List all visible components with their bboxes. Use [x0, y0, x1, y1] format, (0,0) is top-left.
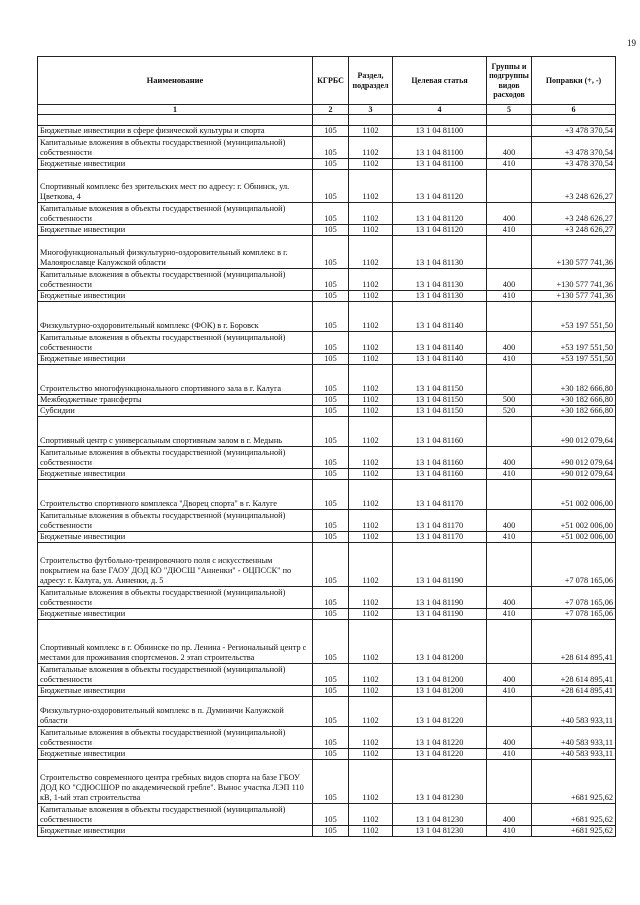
header-article: Целевая статья: [393, 57, 487, 105]
row-name-cell: Капитальные вложения в объекты государственной (муниципальной) собственности: [38, 664, 313, 686]
column-number: 1: [38, 105, 313, 115]
column-number: 6: [532, 105, 616, 115]
row-razdel-cell: 1102: [349, 447, 393, 469]
table-row: [38, 365, 616, 395]
row-name-cell: Бюджетные инвестиции: [38, 749, 313, 760]
row-article-cell: 13 1 04 81140: [393, 354, 487, 365]
table-row: [38, 664, 616, 686]
row-group-cell: 410: [487, 686, 532, 697]
row-razdel-cell: 1102: [349, 269, 393, 291]
row-razdel-cell: 1102: [349, 395, 393, 406]
row-article-cell: 13 1 04 81140: [393, 302, 487, 332]
row-group-cell: 400: [487, 727, 532, 749]
row-amount-cell: +90 012 079,64: [532, 417, 616, 447]
row-razdel-cell: 1102: [349, 587, 393, 609]
row-amount-cell: +681 925,62: [532, 804, 616, 826]
row-kgrbs-cell: 105: [313, 354, 349, 365]
row-article-cell: 13 1 04 81100: [393, 126, 487, 137]
row-amount-cell: +3 248 626,27: [532, 203, 616, 225]
row-amount-cell: +53 197 551,50: [532, 354, 616, 365]
row-kgrbs-cell: 105: [313, 543, 349, 587]
table-row: [38, 291, 616, 302]
row-group-cell: [487, 480, 532, 510]
table-row: [38, 686, 616, 697]
row-kgrbs-cell: 105: [313, 417, 349, 447]
row-razdel-cell: 1102: [349, 804, 393, 826]
row-razdel-cell: 1102: [349, 236, 393, 269]
row-group-cell: 410: [487, 532, 532, 543]
row-group-cell: 400: [487, 447, 532, 469]
row-group-cell: 400: [487, 587, 532, 609]
row-amount-cell: +7 078 165,06: [532, 587, 616, 609]
table-row: [38, 804, 616, 826]
row-name-cell: Бюджетные инвестиции: [38, 532, 313, 543]
header-razdel: Раздел, подраздел: [349, 57, 393, 105]
row-name-cell: Бюджетные инвестиции: [38, 159, 313, 170]
row-group-cell: 400: [487, 664, 532, 686]
row-article-cell: 13 1 04 81190: [393, 543, 487, 587]
row-name-cell: Бюджетные инвестиции: [38, 609, 313, 620]
column-number: 3: [349, 105, 393, 115]
row-amount-cell: +3 478 370,54: [532, 137, 616, 159]
table-row: [38, 236, 616, 269]
row-razdel-cell: 1102: [349, 469, 393, 480]
header-kgrbs: КГРБС: [313, 57, 349, 105]
header-name: Наименование: [38, 57, 313, 105]
row-group-cell: 410: [487, 826, 532, 837]
row-name-cell: Строительство многофункционального спортивного зала в г. Калуга: [38, 365, 313, 395]
row-amount-cell: +40 583 933,11: [532, 697, 616, 727]
row-kgrbs-cell: 105: [313, 826, 349, 837]
row-name-cell: Капитальные вложения в объекты государственной (муниципальной) собственности: [38, 587, 313, 609]
row-kgrbs-cell: 105: [313, 727, 349, 749]
table-row: [38, 203, 616, 225]
table-row: [38, 469, 616, 480]
row-razdel-cell: 1102: [349, 126, 393, 137]
row-group-cell: 410: [487, 749, 532, 760]
row-article-cell: 13 1 04 81150: [393, 406, 487, 417]
row-razdel-cell: 1102: [349, 697, 393, 727]
row-article-cell: 13 1 04 81100: [393, 159, 487, 170]
row-amount-cell: +3 248 626,27: [532, 170, 616, 203]
row-group-cell: 400: [487, 137, 532, 159]
row-article-cell: 13 1 04 81220: [393, 697, 487, 727]
column-number-row: [38, 105, 616, 115]
row-amount-cell: +681 925,62: [532, 826, 616, 837]
row-group-cell: [487, 170, 532, 203]
row-razdel-cell: 1102: [349, 664, 393, 686]
table-row: [38, 620, 616, 664]
row-group-cell: [487, 236, 532, 269]
row-article-cell: 13 1 04 81160: [393, 447, 487, 469]
row-article-cell: 13 1 04 81230: [393, 826, 487, 837]
table-row: [38, 510, 616, 532]
table-row: [38, 532, 616, 543]
spacer-row: [38, 115, 616, 126]
row-razdel-cell: 1102: [349, 760, 393, 804]
row-razdel-cell: 1102: [349, 510, 393, 532]
row-kgrbs-cell: 105: [313, 587, 349, 609]
row-kgrbs-cell: 105: [313, 203, 349, 225]
row-amount-cell: +53 197 551,50: [532, 302, 616, 332]
row-name-cell: Капитальные вложения в объекты государственной (муниципальной) собственности: [38, 510, 313, 532]
table-row: [38, 609, 616, 620]
row-article-cell: 13 1 04 81170: [393, 510, 487, 532]
table-row: [38, 159, 616, 170]
row-kgrbs-cell: 105: [313, 804, 349, 826]
row-razdel-cell: 1102: [349, 302, 393, 332]
row-kgrbs-cell: 105: [313, 749, 349, 760]
row-name-cell: Бюджетные инвестиции: [38, 469, 313, 480]
row-kgrbs-cell: 105: [313, 159, 349, 170]
row-name-cell: Многофункциональный физкультурно-оздоровительный комплекс в г. Малоярославце Калужской области: [38, 236, 313, 269]
row-article-cell: 13 1 04 81140: [393, 332, 487, 354]
table-row: [38, 826, 616, 837]
row-amount-cell: +51 002 006,00: [532, 532, 616, 543]
row-article-cell: 13 1 04 81200: [393, 686, 487, 697]
row-razdel-cell: 1102: [349, 365, 393, 395]
table-row: [38, 760, 616, 804]
row-kgrbs-cell: 105: [313, 291, 349, 302]
row-article-cell: 13 1 04 81220: [393, 727, 487, 749]
row-name-cell: Строительство футбольно-тренировочного поля с искусственным покрытием на базе ГАОУ ДОД КО "ДЮСШ "Анненки" - ОЦПССК" по адресу: г. Калуга, ул. Анненки, д. 5: [38, 543, 313, 587]
table-row: [38, 543, 616, 587]
table-row: [38, 170, 616, 203]
row-kgrbs-cell: 105: [313, 365, 349, 395]
row-amount-cell: +3 478 370,54: [532, 159, 616, 170]
row-kgrbs-cell: 105: [313, 664, 349, 686]
row-kgrbs-cell: 105: [313, 469, 349, 480]
row-article-cell: 13 1 04 81170: [393, 532, 487, 543]
row-name-cell: Капитальные вложения в объекты государственной (муниципальной) собственности: [38, 727, 313, 749]
row-name-cell: Физкультурно-оздоровительный комплекс в п. Думиничи Калужской области: [38, 697, 313, 727]
row-article-cell: 13 1 04 81120: [393, 170, 487, 203]
row-name-cell: Строительство спортивного комплекса "Дворец спорта" в г. Калуге: [38, 480, 313, 510]
row-kgrbs-cell: 105: [313, 126, 349, 137]
row-article-cell: 13 1 04 81160: [393, 417, 487, 447]
row-razdel-cell: 1102: [349, 203, 393, 225]
row-name-cell: Бюджетные инвестиции: [38, 826, 313, 837]
row-name-cell: Капитальные вложения в объекты государственной (муниципальной) собственности: [38, 137, 313, 159]
row-group-cell: 410: [487, 225, 532, 236]
row-razdel-cell: 1102: [349, 159, 393, 170]
row-kgrbs-cell: 105: [313, 395, 349, 406]
row-article-cell: 13 1 04 81220: [393, 749, 487, 760]
row-group-cell: 410: [487, 291, 532, 302]
row-razdel-cell: 1102: [349, 332, 393, 354]
row-name-cell: Капитальные вложения в объекты государственной (муниципальной) собственности: [38, 269, 313, 291]
row-name-cell: Межбюджетные трансферты: [38, 395, 313, 406]
row-amount-cell: +28 614 895,41: [532, 620, 616, 664]
row-amount-cell: +51 002 006,00: [532, 480, 616, 510]
row-amount-cell: +30 182 666,80: [532, 406, 616, 417]
row-article-cell: 13 1 04 81200: [393, 620, 487, 664]
row-name-cell: Спортивный комплекс без зрительских мест по адресу: г. Обнинск, ул. Цветкова, 4: [38, 170, 313, 203]
row-name-cell: Бюджетные инвестиции: [38, 686, 313, 697]
row-amount-cell: +30 182 666,80: [532, 365, 616, 395]
table-row: [38, 137, 616, 159]
column-number: 5: [487, 105, 532, 115]
row-group-cell: [487, 760, 532, 804]
row-kgrbs-cell: 105: [313, 480, 349, 510]
row-article-cell: 13 1 04 81230: [393, 804, 487, 826]
table-row: [38, 417, 616, 447]
table-row: [38, 269, 616, 291]
row-name-cell: Капитальные вложения в объекты государственной (муниципальной) собственности: [38, 332, 313, 354]
header-group: Группы и подгруппы видов расходов: [487, 57, 532, 105]
row-name-cell: Физкультурно-оздоровительный комплекс (ФОК) в г. Боровск: [38, 302, 313, 332]
row-amount-cell: +90 012 079,64: [532, 447, 616, 469]
row-kgrbs-cell: 105: [313, 510, 349, 532]
row-kgrbs-cell: 105: [313, 686, 349, 697]
row-group-cell: [487, 417, 532, 447]
table-row: [38, 225, 616, 236]
row-article-cell: 13 1 04 81130: [393, 269, 487, 291]
row-amount-cell: +130 577 741,36: [532, 236, 616, 269]
row-razdel-cell: 1102: [349, 137, 393, 159]
row-kgrbs-cell: 105: [313, 269, 349, 291]
row-razdel-cell: 1102: [349, 354, 393, 365]
row-kgrbs-cell: 105: [313, 447, 349, 469]
row-article-cell: 13 1 04 81120: [393, 203, 487, 225]
row-group-cell: 500: [487, 395, 532, 406]
row-amount-cell: +7 078 165,06: [532, 543, 616, 587]
row-kgrbs-cell: 105: [313, 236, 349, 269]
row-razdel-cell: 1102: [349, 686, 393, 697]
row-article-cell: 13 1 04 81190: [393, 587, 487, 609]
row-article-cell: 13 1 04 81170: [393, 480, 487, 510]
column-number: 4: [393, 105, 487, 115]
row-name-cell: Бюджетные инвестиции в сфере физической культуры и спорта: [38, 126, 313, 137]
row-group-cell: 400: [487, 269, 532, 291]
row-group-cell: 520: [487, 406, 532, 417]
row-razdel-cell: 1102: [349, 225, 393, 236]
row-razdel-cell: 1102: [349, 727, 393, 749]
table-row: [38, 697, 616, 727]
table-row: [38, 395, 616, 406]
table-body: [38, 126, 616, 837]
row-group-cell: 400: [487, 332, 532, 354]
row-article-cell: 13 1 04 81130: [393, 291, 487, 302]
row-razdel-cell: 1102: [349, 620, 393, 664]
row-name-cell: Капитальные вложения в объекты государственной (муниципальной) собственности: [38, 804, 313, 826]
row-razdel-cell: 1102: [349, 291, 393, 302]
row-amount-cell: +30 182 666,80: [532, 395, 616, 406]
table-row: [38, 332, 616, 354]
row-amount-cell: +3 248 626,27: [532, 225, 616, 236]
row-article-cell: 13 1 04 81160: [393, 469, 487, 480]
table-row: [38, 447, 616, 469]
row-kgrbs-cell: 105: [313, 532, 349, 543]
row-group-cell: [487, 543, 532, 587]
row-kgrbs-cell: 105: [313, 332, 349, 354]
row-razdel-cell: 1102: [349, 406, 393, 417]
row-article-cell: 13 1 04 81120: [393, 225, 487, 236]
row-amount-cell: +7 078 165,06: [532, 609, 616, 620]
row-kgrbs-cell: 105: [313, 137, 349, 159]
table-row: [38, 727, 616, 749]
row-article-cell: 13 1 04 81200: [393, 664, 487, 686]
row-name-cell: Капитальные вложения в объекты государственной (муниципальной) собственности: [38, 203, 313, 225]
row-razdel-cell: 1102: [349, 826, 393, 837]
row-amount-cell: +40 583 933,11: [532, 727, 616, 749]
row-article-cell: 13 1 04 81150: [393, 395, 487, 406]
column-number: 2: [313, 105, 349, 115]
row-name-cell: Строительство современного центра гребных видов спорта на базе ГБОУ ДОД КО "СДЮСШОР по академической гребле". Вынос участка ЛЭП 110 кВ, 1-ый этап строительства: [38, 760, 313, 804]
row-amount-cell: +130 577 741,36: [532, 269, 616, 291]
row-article-cell: 13 1 04 81130: [393, 236, 487, 269]
row-kgrbs-cell: 105: [313, 170, 349, 203]
row-razdel-cell: 1102: [349, 543, 393, 587]
row-group-cell: 410: [487, 354, 532, 365]
row-razdel-cell: 1102: [349, 532, 393, 543]
row-amount-cell: +130 577 741,36: [532, 291, 616, 302]
row-group-cell: [487, 620, 532, 664]
row-name-cell: Субсидии: [38, 406, 313, 417]
row-kgrbs-cell: 105: [313, 697, 349, 727]
row-name-cell: Бюджетные инвестиции: [38, 354, 313, 365]
row-kgrbs-cell: 105: [313, 406, 349, 417]
row-kgrbs-cell: 105: [313, 609, 349, 620]
page-number: 19: [627, 38, 636, 48]
table-row: [38, 126, 616, 137]
table-row: [38, 302, 616, 332]
row-kgrbs-cell: 105: [313, 302, 349, 332]
row-amount-cell: +681 925,62: [532, 760, 616, 804]
row-article-cell: 13 1 04 81150: [393, 365, 487, 395]
table-header-row: [38, 57, 616, 105]
row-group-cell: 400: [487, 510, 532, 532]
row-amount-cell: +90 012 079,64: [532, 469, 616, 480]
row-razdel-cell: 1102: [349, 749, 393, 760]
row-name-cell: Капитальные вложения в объекты государственной (муниципальной) собственности: [38, 447, 313, 469]
table-row: [38, 587, 616, 609]
row-amount-cell: +28 614 895,41: [532, 686, 616, 697]
table-row: [38, 354, 616, 365]
row-article-cell: 13 1 04 81100: [393, 137, 487, 159]
row-group-cell: 410: [487, 159, 532, 170]
row-group-cell: 400: [487, 203, 532, 225]
row-razdel-cell: 1102: [349, 609, 393, 620]
header-amount: Поправки (+, -): [532, 57, 616, 105]
row-razdel-cell: 1102: [349, 170, 393, 203]
table-row: [38, 480, 616, 510]
row-amount-cell: +3 478 370,54: [532, 126, 616, 137]
row-group-cell: [487, 697, 532, 727]
row-amount-cell: +51 002 006,00: [532, 510, 616, 532]
table-row: [38, 749, 616, 760]
row-razdel-cell: 1102: [349, 480, 393, 510]
table-row: [38, 406, 616, 417]
row-group-cell: [487, 126, 532, 137]
row-article-cell: 13 1 04 81190: [393, 609, 487, 620]
row-name-cell: Бюджетные инвестиции: [38, 225, 313, 236]
budget-amendments-table: [37, 56, 616, 837]
row-kgrbs-cell: 105: [313, 760, 349, 804]
row-group-cell: 400: [487, 804, 532, 826]
row-amount-cell: +40 583 933,11: [532, 749, 616, 760]
row-amount-cell: +28 614 895,41: [532, 664, 616, 686]
row-group-cell: [487, 302, 532, 332]
row-kgrbs-cell: 105: [313, 620, 349, 664]
row-amount-cell: +53 197 551,50: [532, 332, 616, 354]
row-group-cell: 410: [487, 609, 532, 620]
row-name-cell: Бюджетные инвестиции: [38, 291, 313, 302]
row-article-cell: 13 1 04 81230: [393, 760, 487, 804]
row-group-cell: 410: [487, 469, 532, 480]
row-name-cell: Спортивный комплекс в г. Обнинске по пр. Ленина - Региональный центр с местами для проживания спортсменов. 2 этап строительства: [38, 620, 313, 664]
row-group-cell: [487, 365, 532, 395]
row-kgrbs-cell: 105: [313, 225, 349, 236]
row-razdel-cell: 1102: [349, 417, 393, 447]
row-name-cell: Спортивный центр с универсальным спортивным залом в г. Медынь: [38, 417, 313, 447]
